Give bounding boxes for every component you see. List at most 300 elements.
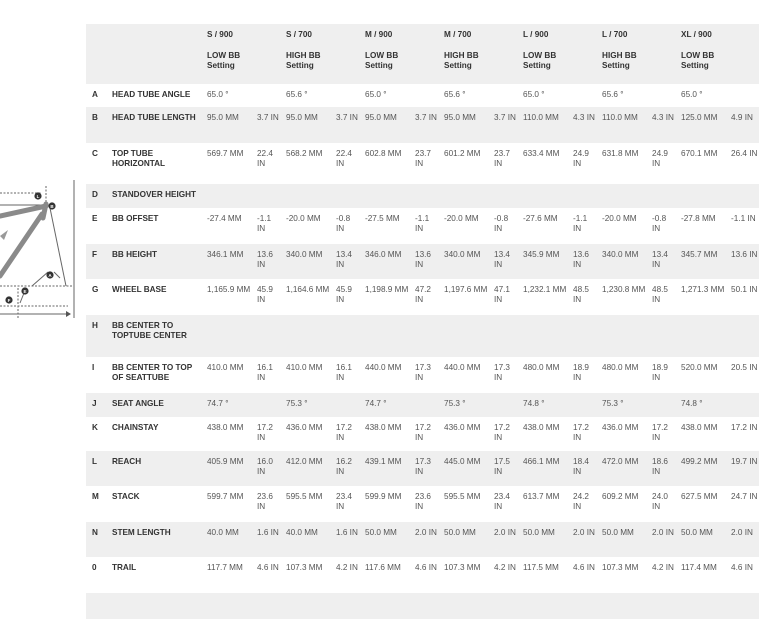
value-mm: 1,232.1 MM bbox=[517, 279, 567, 315]
value-in bbox=[251, 184, 280, 208]
row-label: STANDOVER HEIGHT bbox=[106, 184, 201, 208]
value-in: 50.1 IN bbox=[725, 279, 759, 315]
value-in: 17.3 IN bbox=[409, 451, 438, 486]
value-mm: 65.6 ° bbox=[438, 84, 488, 107]
value-mm: 50.0 MM bbox=[675, 522, 725, 557]
value-in: 3.7 IN bbox=[409, 107, 438, 143]
value-mm: 440.0 MM bbox=[438, 357, 488, 393]
bb-setting-type: LOW BB bbox=[207, 51, 241, 60]
value-in: -0.8 IN bbox=[330, 208, 359, 244]
value-mm: -20.0 MM bbox=[438, 208, 488, 244]
marker-e-icon bbox=[21, 287, 28, 294]
value-mm: 631.8 MM bbox=[596, 143, 646, 184]
value-mm: 440.0 MM bbox=[359, 357, 409, 393]
row-label: HEAD TUBE LENGTH bbox=[106, 107, 201, 143]
size-name: M / 900 bbox=[359, 24, 438, 47]
value-mm: 438.0 MM bbox=[517, 417, 567, 451]
row-code: N bbox=[86, 522, 106, 557]
value-mm: 65.0 ° bbox=[201, 84, 251, 107]
setting-header-row bbox=[86, 47, 759, 84]
value-in bbox=[251, 315, 280, 357]
row-label: BB CENTER TO TOPTUBE CENTER bbox=[106, 315, 201, 357]
value-mm: 599.7 MM bbox=[201, 486, 251, 522]
row-label: CHAINSTAY bbox=[106, 417, 201, 451]
value-in bbox=[251, 393, 280, 417]
value-mm: 117.6 MM bbox=[359, 557, 409, 593]
value-mm: 438.0 MM bbox=[201, 417, 251, 451]
value-mm: 75.3 ° bbox=[596, 393, 646, 417]
value-in: 4.2 IN bbox=[488, 557, 517, 593]
value-in bbox=[488, 84, 517, 107]
value-in: -1.1 IN bbox=[725, 208, 759, 244]
value-mm: 50.0 MM bbox=[438, 522, 488, 557]
value-in: 13.6 IN bbox=[409, 244, 438, 279]
value-in: 4.3 IN bbox=[646, 107, 675, 143]
value-in bbox=[567, 84, 596, 107]
header-spacer bbox=[86, 24, 106, 47]
value-in: 4.6 IN bbox=[409, 557, 438, 593]
value-in: 4.9 IN bbox=[725, 107, 759, 143]
value-in: 23.4 IN bbox=[330, 486, 359, 522]
row-label: STACK bbox=[106, 486, 201, 522]
size-name: L / 700 bbox=[596, 24, 675, 47]
value-in: -0.8 IN bbox=[488, 208, 517, 244]
value-in bbox=[409, 184, 438, 208]
value-in: 23.4 IN bbox=[488, 486, 517, 522]
value-mm: 1,230.8 MM bbox=[596, 279, 646, 315]
value-in: 45.9 IN bbox=[251, 279, 280, 315]
bb-setting-type: HIGH BB bbox=[602, 51, 637, 60]
size-header-row bbox=[86, 24, 759, 47]
bb-setting-word: Setting bbox=[681, 61, 709, 70]
geometry-row-l bbox=[86, 451, 759, 486]
value-mm: 107.3 MM bbox=[596, 557, 646, 593]
value-in: 17.2 IN bbox=[488, 417, 517, 451]
value-mm: 609.2 MM bbox=[596, 486, 646, 522]
geometry-row-e bbox=[86, 208, 759, 244]
value-mm: 340.0 MM bbox=[596, 244, 646, 279]
value-mm: 1,271.3 MM bbox=[675, 279, 725, 315]
row-code: K bbox=[86, 417, 106, 451]
value-in bbox=[330, 315, 359, 357]
value-mm: 40.0 MM bbox=[201, 522, 251, 557]
geometry-row-0 bbox=[86, 557, 759, 593]
value-mm: 480.0 MM bbox=[517, 357, 567, 393]
value-mm: 445.0 MM bbox=[438, 451, 488, 486]
value-in bbox=[646, 184, 675, 208]
value-in: 18.9 IN bbox=[646, 357, 675, 393]
value-mm: 117.5 MM bbox=[517, 557, 567, 593]
table-footer-band bbox=[86, 593, 759, 619]
value-in: 16.2 IN bbox=[330, 451, 359, 486]
value-in: 16.1 IN bbox=[330, 357, 359, 393]
value-in: 17.2 IN bbox=[251, 417, 280, 451]
value-in: 16.1 IN bbox=[251, 357, 280, 393]
value-mm: 74.7 ° bbox=[359, 393, 409, 417]
value-in: 24.2 IN bbox=[567, 486, 596, 522]
value-mm: 340.0 MM bbox=[280, 244, 330, 279]
value-mm: 75.3 ° bbox=[438, 393, 488, 417]
value-mm: 65.0 ° bbox=[517, 84, 567, 107]
value-mm bbox=[517, 315, 567, 357]
value-in: 22.4 IN bbox=[330, 143, 359, 184]
value-mm: 472.0 MM bbox=[596, 451, 646, 486]
row-label: HEAD TUBE ANGLE bbox=[106, 84, 201, 107]
value-mm: -20.0 MM bbox=[596, 208, 646, 244]
row-label: BB HEIGHT bbox=[106, 244, 201, 279]
value-in bbox=[330, 184, 359, 208]
value-in: 47.1 IN bbox=[488, 279, 517, 315]
value-mm: -27.4 MM bbox=[201, 208, 251, 244]
value-in: 17.2 IN bbox=[646, 417, 675, 451]
value-mm: 117.7 MM bbox=[201, 557, 251, 593]
value-in: 18.9 IN bbox=[567, 357, 596, 393]
value-mm: 65.6 ° bbox=[280, 84, 330, 107]
value-mm: 1,198.9 MM bbox=[359, 279, 409, 315]
value-in: 3.7 IN bbox=[488, 107, 517, 143]
value-mm: 107.3 MM bbox=[438, 557, 488, 593]
size-name: M / 700 bbox=[438, 24, 517, 47]
value-in: 23.6 IN bbox=[409, 486, 438, 522]
row-label: WHEEL BASE bbox=[106, 279, 201, 315]
value-mm bbox=[517, 184, 567, 208]
value-mm: 40.0 MM bbox=[280, 522, 330, 557]
value-mm: 627.5 MM bbox=[675, 486, 725, 522]
row-code: F bbox=[86, 244, 106, 279]
value-mm bbox=[359, 315, 409, 357]
value-mm: 602.8 MM bbox=[359, 143, 409, 184]
value-mm bbox=[596, 315, 646, 357]
value-mm: 65.0 ° bbox=[359, 84, 409, 107]
bb-setting-word: Setting bbox=[365, 61, 393, 70]
value-mm: 345.7 MM bbox=[675, 244, 725, 279]
geometry-row-h bbox=[86, 315, 759, 357]
value-mm: 117.4 MM bbox=[675, 557, 725, 593]
value-mm bbox=[280, 184, 330, 208]
row-code: B bbox=[86, 107, 106, 143]
value-in bbox=[488, 393, 517, 417]
value-mm: 50.0 MM bbox=[596, 522, 646, 557]
geometry-row-i bbox=[86, 357, 759, 393]
value-mm: 436.0 MM bbox=[280, 417, 330, 451]
value-mm: 1,197.6 MM bbox=[438, 279, 488, 315]
value-mm: 65.6 ° bbox=[596, 84, 646, 107]
value-mm: 599.9 MM bbox=[359, 486, 409, 522]
value-mm: 439.1 MM bbox=[359, 451, 409, 486]
value-in: 18.6 IN bbox=[646, 451, 675, 486]
value-mm: 595.5 MM bbox=[280, 486, 330, 522]
row-code: 0 bbox=[86, 557, 106, 593]
value-in: 13.4 IN bbox=[330, 244, 359, 279]
row-label: BB OFFSET bbox=[106, 208, 201, 244]
bb-setting-word: Setting bbox=[286, 61, 314, 70]
marker-f-label: F bbox=[7, 298, 11, 303]
value-in: -0.8 IN bbox=[646, 208, 675, 244]
bb-setting-type: LOW BB bbox=[681, 51, 715, 60]
value-mm: 520.0 MM bbox=[675, 357, 725, 393]
value-in bbox=[330, 84, 359, 107]
bb-setting-word: Setting bbox=[444, 61, 472, 70]
row-label: BB CENTER TO TOP OF SEATTUBE bbox=[106, 357, 201, 393]
header-spacer bbox=[106, 47, 201, 84]
value-in: 2.0 IN bbox=[725, 522, 759, 557]
geometry-row-j bbox=[86, 393, 759, 417]
value-mm: 110.0 MM bbox=[517, 107, 567, 143]
value-in: 19.7 IN bbox=[725, 451, 759, 486]
value-in: 2.0 IN bbox=[409, 522, 438, 557]
size-name: XL / 900 bbox=[675, 24, 759, 47]
value-in bbox=[725, 84, 759, 107]
geometry-row-d bbox=[86, 184, 759, 208]
value-in: 22.4 IN bbox=[251, 143, 280, 184]
value-mm: 436.0 MM bbox=[438, 417, 488, 451]
value-mm: 412.0 MM bbox=[280, 451, 330, 486]
value-mm bbox=[201, 184, 251, 208]
geometry-row-c bbox=[86, 143, 759, 184]
geometry-row-n bbox=[86, 522, 759, 557]
value-mm: 410.0 MM bbox=[280, 357, 330, 393]
value-mm bbox=[359, 184, 409, 208]
size-name: S / 900 bbox=[201, 24, 280, 47]
value-mm bbox=[201, 315, 251, 357]
value-in: 17.5 IN bbox=[488, 451, 517, 486]
value-in: 24.0 IN bbox=[646, 486, 675, 522]
value-in: 24.9 IN bbox=[567, 143, 596, 184]
value-mm: -27.6 MM bbox=[517, 208, 567, 244]
size-name: S / 700 bbox=[280, 24, 359, 47]
value-in: 17.2 IN bbox=[567, 417, 596, 451]
value-in bbox=[725, 184, 759, 208]
bb-setting-type: HIGH BB bbox=[286, 51, 321, 60]
value-mm: 1,164.6 MM bbox=[280, 279, 330, 315]
value-mm: 438.0 MM bbox=[675, 417, 725, 451]
value-in: 13.4 IN bbox=[488, 244, 517, 279]
value-in bbox=[251, 84, 280, 107]
size-name: L / 900 bbox=[517, 24, 596, 47]
value-in bbox=[646, 393, 675, 417]
row-label: REACH bbox=[106, 451, 201, 486]
marker-b-icon bbox=[48, 202, 55, 209]
value-mm: 95.0 MM bbox=[438, 107, 488, 143]
value-mm bbox=[675, 184, 725, 208]
value-in: 4.3 IN bbox=[567, 107, 596, 143]
marker-f-icon bbox=[5, 296, 12, 303]
value-mm: 345.9 MM bbox=[517, 244, 567, 279]
value-in bbox=[646, 315, 675, 357]
value-mm: 125.0 MM bbox=[675, 107, 725, 143]
frame-tubes bbox=[0, 204, 46, 276]
value-in bbox=[567, 315, 596, 357]
value-in: 4.6 IN bbox=[567, 557, 596, 593]
value-mm bbox=[596, 184, 646, 208]
bb-setting-type: HIGH BB bbox=[444, 51, 479, 60]
value-in: 16.0 IN bbox=[251, 451, 280, 486]
value-in bbox=[409, 393, 438, 417]
marker-e-label: E bbox=[23, 289, 27, 294]
value-mm: 568.2 MM bbox=[280, 143, 330, 184]
value-in: 4.2 IN bbox=[330, 557, 359, 593]
bb-setting-word: Setting bbox=[602, 61, 630, 70]
value-in: 2.0 IN bbox=[488, 522, 517, 557]
value-in: 4.6 IN bbox=[725, 557, 759, 593]
value-in: 2.0 IN bbox=[646, 522, 675, 557]
row-label: TOP TUBE HORIZONTAL bbox=[106, 143, 201, 184]
footer-spacer bbox=[86, 593, 759, 619]
value-mm: 670.1 MM bbox=[675, 143, 725, 184]
value-in: 1.6 IN bbox=[330, 522, 359, 557]
geometry-table bbox=[86, 24, 759, 619]
frame-geometry-diagram bbox=[0, 178, 80, 328]
value-in: 17.3 IN bbox=[488, 357, 517, 393]
value-mm: -20.0 MM bbox=[280, 208, 330, 244]
value-in: 23.6 IN bbox=[251, 486, 280, 522]
value-mm: 75.3 ° bbox=[280, 393, 330, 417]
value-in: 17.3 IN bbox=[409, 357, 438, 393]
value-mm: 436.0 MM bbox=[596, 417, 646, 451]
header-spacer bbox=[106, 24, 201, 47]
value-in: 17.2 IN bbox=[409, 417, 438, 451]
value-in bbox=[567, 393, 596, 417]
geometry-row-k bbox=[86, 417, 759, 451]
bb-setting bbox=[201, 47, 280, 84]
bb-setting bbox=[596, 47, 675, 84]
marker-a-label: A bbox=[48, 273, 52, 278]
bb-setting-type: LOW BB bbox=[365, 51, 399, 60]
value-mm: 95.0 MM bbox=[201, 107, 251, 143]
value-in: -1.1 IN bbox=[251, 208, 280, 244]
value-mm bbox=[438, 315, 488, 357]
geometry-row-b bbox=[86, 107, 759, 143]
bb-setting bbox=[675, 47, 759, 84]
value-in bbox=[409, 84, 438, 107]
value-in: 23.7 IN bbox=[409, 143, 438, 184]
arrow-right-icon bbox=[66, 311, 71, 317]
value-in: 13.4 IN bbox=[646, 244, 675, 279]
value-in: 17.2 IN bbox=[330, 417, 359, 451]
value-mm: 346.1 MM bbox=[201, 244, 251, 279]
value-in: 3.7 IN bbox=[330, 107, 359, 143]
value-mm: 595.5 MM bbox=[438, 486, 488, 522]
value-mm: 569.7 MM bbox=[201, 143, 251, 184]
value-in: -1.1 IN bbox=[567, 208, 596, 244]
marker-b-label: B bbox=[50, 204, 54, 209]
value-mm: 74.7 ° bbox=[201, 393, 251, 417]
value-in: 48.5 IN bbox=[567, 279, 596, 315]
marker-l-label: L bbox=[36, 194, 40, 199]
value-mm: 65.0 ° bbox=[675, 84, 725, 107]
row-label: STEM LENGTH bbox=[106, 522, 201, 557]
value-in bbox=[488, 184, 517, 208]
row-code: I bbox=[86, 357, 106, 393]
value-mm: 107.3 MM bbox=[280, 557, 330, 593]
geometry-row-g bbox=[86, 279, 759, 315]
value-in: 1.6 IN bbox=[251, 522, 280, 557]
value-in: 2.0 IN bbox=[567, 522, 596, 557]
bb-setting bbox=[280, 47, 359, 84]
bb-setting-type: LOW BB bbox=[523, 51, 557, 60]
value-in bbox=[567, 184, 596, 208]
value-in: 26.4 IN bbox=[725, 143, 759, 184]
row-code: M bbox=[86, 486, 106, 522]
row-code: A bbox=[86, 84, 106, 107]
value-mm bbox=[438, 184, 488, 208]
value-mm: 480.0 MM bbox=[596, 357, 646, 393]
value-mm: 95.0 MM bbox=[359, 107, 409, 143]
row-label: TRAIL bbox=[106, 557, 201, 593]
value-in: 13.6 IN bbox=[567, 244, 596, 279]
value-mm: 633.4 MM bbox=[517, 143, 567, 184]
value-in: 13.6 IN bbox=[251, 244, 280, 279]
value-in: 48.5 IN bbox=[646, 279, 675, 315]
value-mm: 601.2 MM bbox=[438, 143, 488, 184]
value-mm: 499.2 MM bbox=[675, 451, 725, 486]
value-in: 23.7 IN bbox=[488, 143, 517, 184]
bb-setting-word: Setting bbox=[523, 61, 551, 70]
value-in: 3.7 IN bbox=[251, 107, 280, 143]
bb-setting bbox=[359, 47, 438, 84]
value-mm: -27.5 MM bbox=[359, 208, 409, 244]
value-mm: 438.0 MM bbox=[359, 417, 409, 451]
value-in: 4.6 IN bbox=[251, 557, 280, 593]
value-mm: 410.0 MM bbox=[201, 357, 251, 393]
value-mm: 405.9 MM bbox=[201, 451, 251, 486]
geometry-row-m bbox=[86, 486, 759, 522]
row-code: L bbox=[86, 451, 106, 486]
value-in bbox=[330, 393, 359, 417]
value-mm: -27.8 MM bbox=[675, 208, 725, 244]
value-mm: 1,165.9 MM bbox=[201, 279, 251, 315]
value-in: 24.9 IN bbox=[646, 143, 675, 184]
row-code: H bbox=[86, 315, 106, 357]
value-in bbox=[725, 393, 759, 417]
bb-setting bbox=[517, 47, 596, 84]
value-in: 47.2 IN bbox=[409, 279, 438, 315]
value-in bbox=[646, 84, 675, 107]
fork-shape bbox=[0, 230, 8, 240]
value-mm: 466.1 MM bbox=[517, 451, 567, 486]
value-mm: 613.7 MM bbox=[517, 486, 567, 522]
geometry-row-f bbox=[86, 244, 759, 279]
value-mm: 340.0 MM bbox=[438, 244, 488, 279]
value-mm: 74.8 ° bbox=[517, 393, 567, 417]
bb-setting-word: Setting bbox=[207, 61, 235, 70]
value-in: 45.9 IN bbox=[330, 279, 359, 315]
value-mm: 346.0 MM bbox=[359, 244, 409, 279]
value-in: 20.5 IN bbox=[725, 357, 759, 393]
value-mm: 50.0 MM bbox=[359, 522, 409, 557]
value-mm: 74.8 ° bbox=[675, 393, 725, 417]
geometry-row-a bbox=[86, 84, 759, 107]
marker-l-icon bbox=[34, 192, 41, 199]
value-in bbox=[725, 315, 759, 357]
value-mm: 110.0 MM bbox=[596, 107, 646, 143]
value-in bbox=[488, 315, 517, 357]
row-code: D bbox=[86, 184, 106, 208]
row-label: SEAT ANGLE bbox=[106, 393, 201, 417]
value-in: 24.7 IN bbox=[725, 486, 759, 522]
value-in: -1.1 IN bbox=[409, 208, 438, 244]
value-in: 17.2 IN bbox=[725, 417, 759, 451]
value-mm bbox=[675, 315, 725, 357]
value-in: 18.4 IN bbox=[567, 451, 596, 486]
value-in bbox=[409, 315, 438, 357]
header-spacer bbox=[86, 47, 106, 84]
row-code: C bbox=[86, 143, 106, 184]
value-mm: 50.0 MM bbox=[517, 522, 567, 557]
row-code: J bbox=[86, 393, 106, 417]
row-code: E bbox=[86, 208, 106, 244]
value-mm: 95.0 MM bbox=[280, 107, 330, 143]
